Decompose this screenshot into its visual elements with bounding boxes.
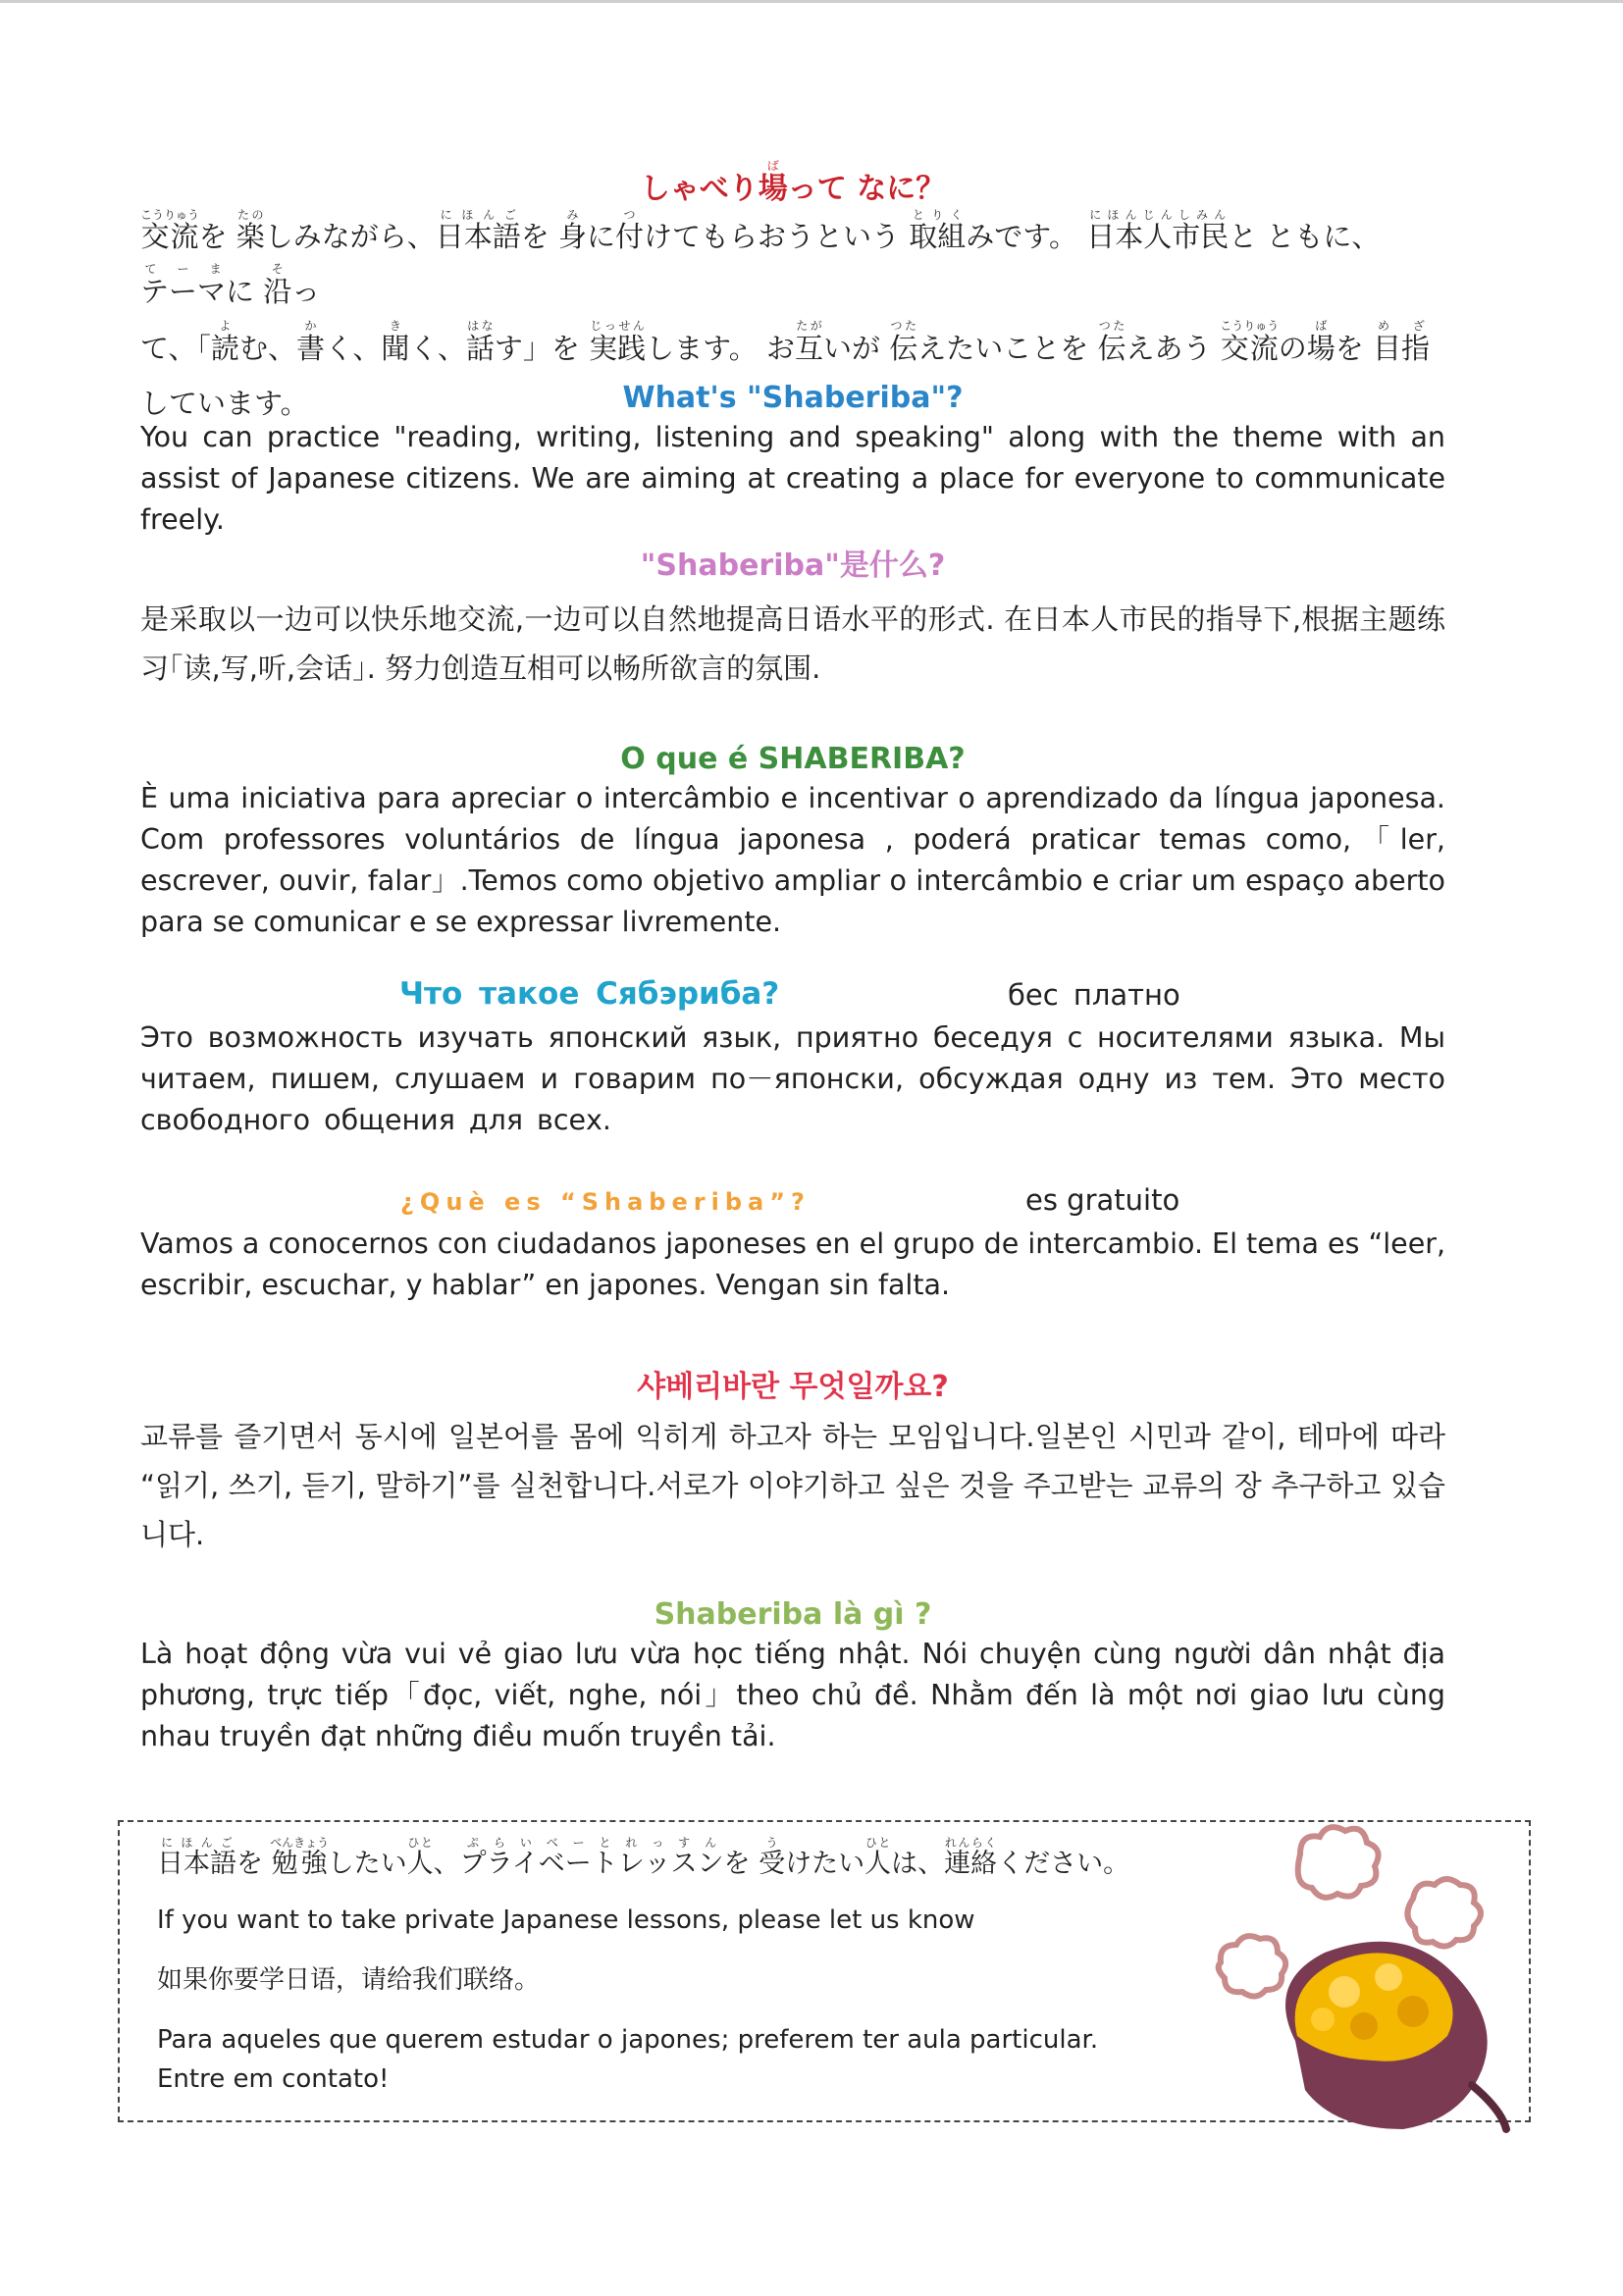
furigana-word: 伝つた [889, 319, 918, 365]
private-lesson-english: If you want to take private Japanese lessons, please let us know [157, 1905, 975, 1935]
heading-korean: 샤베리바란 무엇일까요? [637, 1370, 949, 1404]
paragraph-russian: Это возможность изучать японский язык, приятно беседуя с носителями языка. Мы читаем, пишем, слушаем и говарим по－японски, обсуждая одну из тем. Это место свободного общения для всех. [140, 1021, 1445, 1136]
furigana-word: 互たが [794, 319, 823, 365]
section-russian [140, 976, 1445, 1141]
section-korean [140, 1369, 1445, 1559]
heading-row-spanish [140, 1182, 1445, 1224]
heading-portuguese: O que é SHABERIBA? [620, 742, 966, 776]
furigana-word: 目指め ざ [1372, 319, 1430, 365]
scan-edge [0, 0, 1623, 3]
heading-spanish: ¿Què es “Shaberiba”? [400, 1188, 811, 1216]
heading-russian: Что такое Сябэриба? [399, 976, 780, 1012]
furigana-word: テーマて ー ま [140, 262, 227, 308]
furigana-word: 勉強べんきょう [270, 1836, 330, 1879]
section-english [140, 380, 1445, 541]
furigana-word: 連絡れんらく [944, 1836, 998, 1879]
section-vietnamese [140, 1596, 1445, 1757]
heading-chinese: "Shaberiba"是什么? [640, 548, 946, 583]
free-note-russian: бес платно [1008, 978, 1180, 1012]
paragraph-spanish: Vamos a conocernos con ciudadanos japoneses en el grupo de intercambio. El tema es “leer, escribir, escuchar, y hablar” en japones. Vengan sin falta. [140, 1227, 1446, 1301]
private-lesson-portuguese-1: Para aqueles que querem estudar o japones; preferem ter aula particular. [157, 2025, 1099, 2055]
furigana-word: 場ば [1306, 319, 1335, 365]
paragraph-english: You can practice "reading, writing, listening and speaking" along with the theme with an assist of Japanese citizens. We are aiming at creating a place for everyone to communicate freely. [140, 421, 1445, 536]
furigana-word: 人ひと [864, 1836, 892, 1879]
paragraph-korean: 교류를 즐기면서 동시에 일본어를 몸에 익히게 하고자 하는 모임입니다.일본인 시민과 같이, 테마에 따라 “읽기, 쓰기, 듣기, 말하기”를 실천합니다.서로가 이야기하고 싶은 것을 주고받는 교류의 장 추구하고 있습니다. [140, 1420, 1445, 1551]
furigana-word: 付つ [615, 208, 645, 253]
free-note-spanish: es gratuito [1025, 1183, 1180, 1217]
private-lesson-portuguese-2: Entre em contato! [157, 2064, 390, 2094]
paragraph-chinese: 是采取以一边可以快乐地交流,一边可以自然地提高日语水平的形式. 在日本人市民的指导下,根据主题练习｢读,写,听,会话｣. 努力创造互相可以畅所欲言的氛围. [140, 602, 1445, 685]
japanese-line-1: 交流こうりゅうを 楽たのしみながら、日本語にほんごを 身みに付つけてもらおうという 取組とりくみです。 日本人市民にほんじんしみんと ともに、テーマて ー まに 沿そっ [140, 208, 1381, 308]
furigana-word: 伝つた [1097, 319, 1126, 365]
heading-row-russian [140, 976, 1445, 1018]
furigana-word: 楽たの [236, 208, 265, 253]
furigana-word: 読よ [210, 319, 239, 365]
furigana-word: 受う [759, 1836, 786, 1879]
furigana-word: 書か [295, 319, 325, 365]
furigana-word: 日本語にほんご [435, 208, 521, 253]
furigana-word: 身み [558, 208, 588, 253]
furigana-word: プライベートレッスンぷらいべーとれっすん [459, 1836, 724, 1879]
section-chinese [140, 548, 1445, 693]
japanese-line-2: て、「読よむ、書かく、聞きく、話はなす」を 実践じっせんします。 お互たがいが 伝つたえたいことを 伝つたえあう 交流こうりゅうの場ばを 目指め ざしています。 [140, 319, 1430, 420]
heading-japanese: しゃべり場ばって なに？ [640, 159, 946, 206]
furigana-word: 実践じっせん [589, 319, 647, 365]
furigana-word: 交流こうりゅう [1220, 319, 1280, 365]
furigana-word: 取組とりく [909, 208, 967, 253]
heading-english: What's "Shaberiba"? [622, 381, 964, 415]
heading-vietnamese: Shaberiba là gì ? [654, 1597, 932, 1632]
section-spanish [140, 1182, 1445, 1306]
furigana-word: 日本語にほんご [157, 1836, 236, 1879]
private-lesson-chinese: 如果你要学日语，请给我们联络。 [157, 1965, 541, 1995]
furigana-word: 日本人市民にほんじんしみん [1086, 208, 1230, 253]
private-lesson-lines [157, 1836, 1207, 2122]
furigana-word: 聞き [381, 319, 410, 365]
paragraph-vietnamese: Là hoạt động vừa vui vẻ giao lưu vừa học tiếng nhật. Nói chuyện cùng người dân nhật địa phương, trực tiếp「đọc, viết, nghe, nói」theo chủ đề. Nhằm đến là một nơi giao lưu cùng nhau truyền đạt những điều muốn truyền tải. [140, 1638, 1445, 1752]
sweet-potato-body [1285, 1942, 1506, 2129]
furigana-word: 沿そ [263, 262, 292, 308]
furigana-word: 交流こうりゅう [140, 208, 200, 253]
roasted-sweet-potato-icon [1207, 1815, 1541, 2149]
private-lesson-japanese: 日本語にほんごを 勉強べんきょうしたい人ひと、プライベートレッスンぷらいべーとれっすんを 受うけたい人ひとは、連絡れんらくください。 [157, 1836, 1130, 1879]
paragraph-portuguese: È uma iniciativa para apreciar o intercâmbio e incentivar o aprendizado da língua japonesa. Com professores voluntários de língua japonesa , poderá praticar temas como,「ler, escrever, ouvir, falar」.Temos como objetivo ampliar o intercâmbio e criar um espaço aberto para se comunicar e se expressar livremente. [140, 782, 1445, 938]
furigana-word: 話はな [465, 319, 495, 365]
section-portuguese [140, 741, 1445, 943]
furigana-word: 人ひと [406, 1836, 434, 1879]
